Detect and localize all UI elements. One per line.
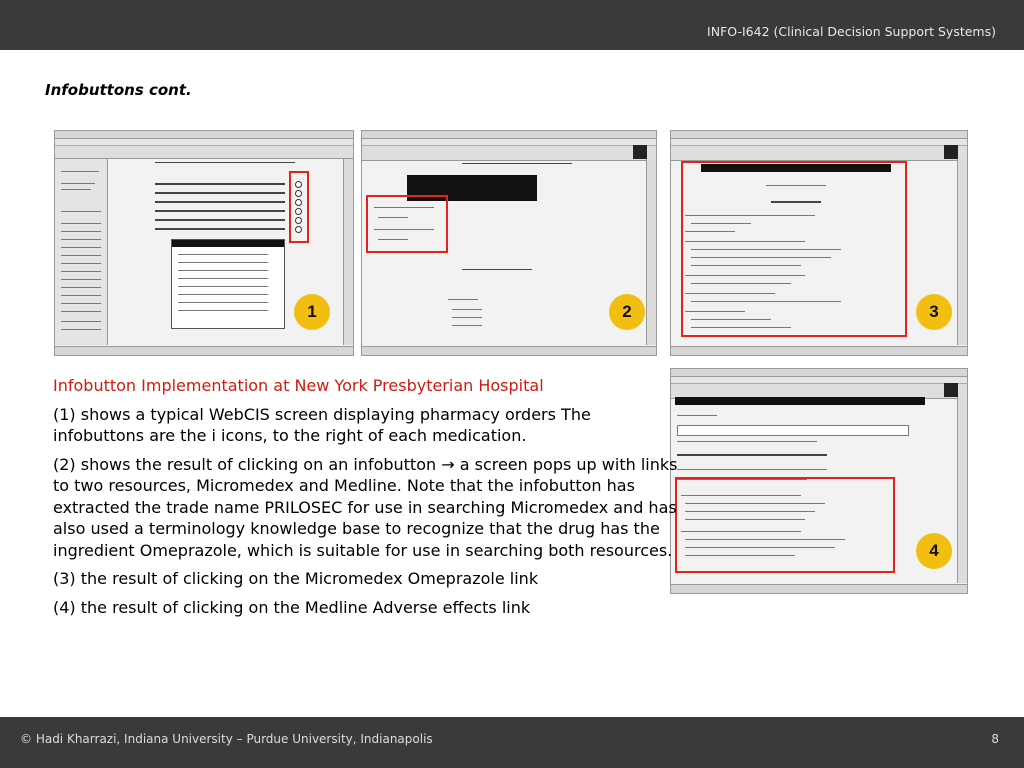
browser-logo — [944, 145, 958, 159]
window-titlebar — [55, 131, 353, 139]
window-menubar — [55, 139, 353, 146]
popup-order-detail — [171, 239, 285, 329]
badge-1: 1 — [294, 294, 330, 330]
browser-logo — [944, 383, 958, 397]
slide-title: Infobuttons cont. — [45, 81, 192, 99]
window-titlebar — [362, 131, 656, 139]
section-heading: Infobutton Implementation at New York Presbyterian Hospital — [53, 376, 544, 395]
badge-4: 4 — [916, 533, 952, 569]
copyright: © Hadi Kharrazi, Indiana University – Purdue University, Indianapolis — [20, 732, 433, 746]
page-number: 8 — [991, 732, 999, 746]
window-toolbar — [362, 146, 656, 161]
window-menubar — [362, 139, 656, 146]
infobutton-highlight — [289, 171, 309, 243]
browser-logo — [633, 145, 647, 159]
drug-monograph-highlight — [681, 161, 907, 337]
window-titlebar — [671, 369, 967, 377]
window-titlebar — [671, 131, 967, 139]
badge-3: 3 — [916, 294, 952, 330]
course-label: INFO-I642 (Clinical Decision Support Systems) — [707, 24, 996, 39]
adverse-effects-highlight — [675, 477, 895, 573]
paragraph-1: (1) shows a typical WebCIS screen displaying pharmacy orders The infobuttons are the i icons, to the right of each medication. — [53, 404, 591, 445]
window-toolbar — [671, 146, 967, 161]
badge-2: 2 — [609, 294, 645, 330]
resource-links-highlight — [366, 195, 448, 253]
webcis-sidebar — [55, 159, 108, 345]
window-menubar — [671, 377, 967, 384]
paragraph-4: (4) the result of clicking on the Medline Adverse effects link — [53, 597, 531, 617]
body-text — [53, 375, 683, 625]
paragraph-2: (2) shows the result of clicking on an infobutton → a screen pops up with links to two resources, Micromedex and Medline. Note that the infobutton has extracted the trade name PRILOSEC for use in searching Micromedex and has also used a terminology knowledge base to recognize that the drug has the ingredient Omeprazole, which is suitable for use in searching both resources. — [53, 454, 678, 560]
window-menubar — [671, 139, 967, 146]
paragraph-3: (3) the result of clicking on the Micromedex Omeprazole link — [53, 569, 539, 588]
window-toolbar — [55, 146, 353, 159]
